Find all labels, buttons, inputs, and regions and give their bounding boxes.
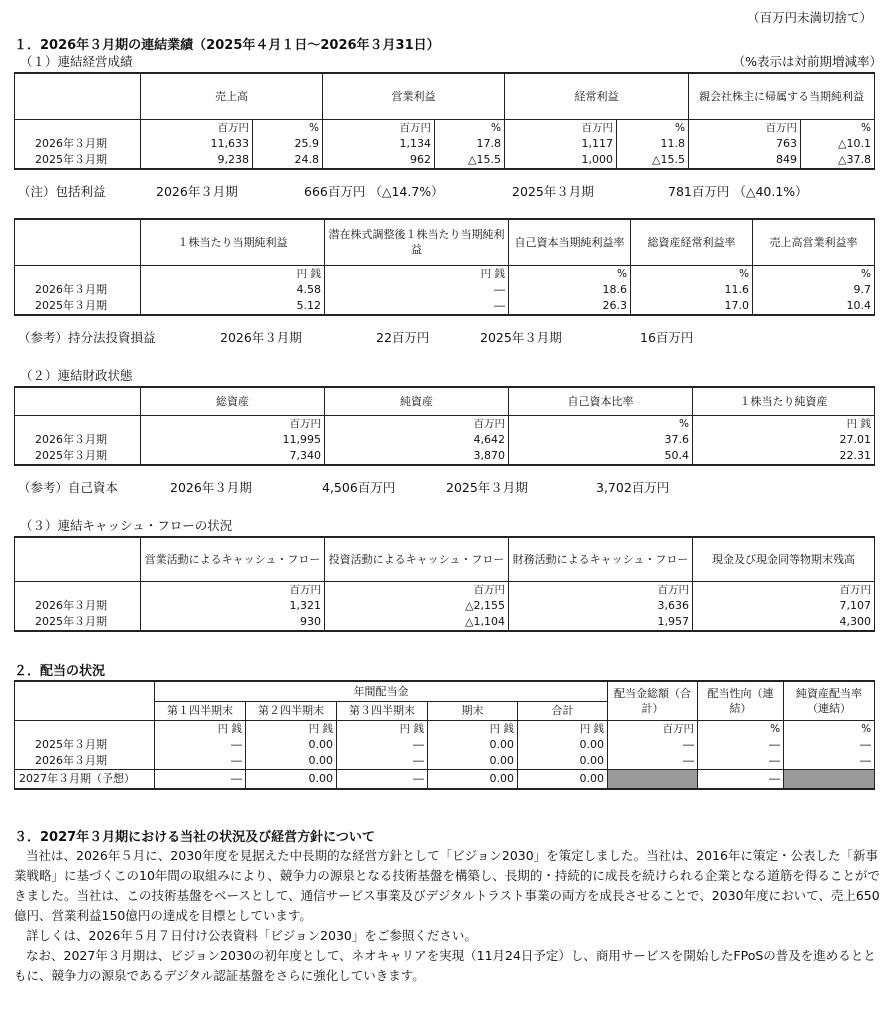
- table-row: [15, 614, 875, 631]
- cell: 849: [689, 152, 801, 169]
- header-blank: [15, 681, 155, 720]
- row-label: 2027年３月期（予想）: [15, 769, 155, 789]
- cell: ―: [698, 753, 784, 770]
- cell: 930: [141, 614, 325, 631]
- table-row: [15, 769, 875, 789]
- row-label: 2026年３月期: [15, 136, 141, 152]
- cell: 1,117: [505, 136, 617, 152]
- header-equity-ratio: 自己資本比率: [509, 387, 693, 415]
- cell: 1,134: [323, 136, 435, 152]
- cell: ―: [784, 737, 875, 753]
- header-blank: [15, 387, 141, 415]
- note-value: 3,702百万円: [596, 480, 670, 495]
- section2-title: ２．配当の状況: [14, 664, 106, 679]
- unit-cell: %: [698, 720, 784, 737]
- row-label: 2026年３月期: [15, 753, 155, 770]
- cell: 11.8: [617, 136, 689, 152]
- unit-cell: 円 銭: [428, 720, 518, 737]
- unit-cell: 百万円: [509, 581, 693, 598]
- header-operating-cf: 営業活動によるキャッシュ・フロー: [141, 537, 325, 581]
- note-value: 781百万円 （△40.1%）: [668, 184, 808, 199]
- cell: 11,995: [141, 432, 325, 448]
- header-total: 合計: [518, 701, 608, 720]
- cell: 7,107: [693, 598, 875, 614]
- note-period: 2026年３月期: [220, 330, 302, 345]
- cell: 0.00: [428, 769, 518, 789]
- unit-cell: %: [509, 265, 631, 282]
- note-label: （参考）持分法投資損益: [18, 330, 156, 345]
- cell: ―: [155, 737, 246, 753]
- unit-cell: 円 銭: [518, 720, 608, 737]
- cell: 18.6: [509, 282, 631, 298]
- shaded-cell: [608, 769, 698, 789]
- cell: ―: [784, 753, 875, 770]
- cell: 17.0: [631, 298, 753, 315]
- policy-paragraph: なお、2027年３月期は、ビジョン2030の初年度として、ネオキャリアを実現（11月24日予定）し、商用サービスを開始したFPoSの普及を進めるとともに、競争力の源泉であるデジタル認証基盤をさらに強化していきます。: [14, 948, 876, 983]
- header-roe: 自己資本当期純利益率: [509, 219, 631, 265]
- cell: 0.00: [518, 753, 608, 770]
- cell: 25.9: [253, 136, 323, 152]
- header-q2: 第２四半期末: [246, 701, 337, 720]
- unit-cell: 百万円: [693, 581, 875, 598]
- cell: △15.5: [617, 152, 689, 169]
- cell: ―: [325, 298, 509, 315]
- header-ordinary-income: 経常利益: [505, 73, 689, 119]
- unit-note: （百万円未満切捨て）: [746, 10, 872, 25]
- unit-cell: 百万円: [141, 119, 253, 136]
- cell: ―: [325, 282, 509, 298]
- cell: △37.8: [801, 152, 875, 169]
- cell: 3,870: [325, 448, 509, 465]
- unit-blank: [15, 581, 141, 598]
- header-eps: １株当たり当期純利益: [141, 219, 325, 265]
- header-operating-income: 営業利益: [323, 73, 505, 119]
- cell: △10.1: [801, 136, 875, 152]
- header-total-dividend: 配当金総額（合計）: [608, 681, 698, 720]
- financial-position-table: [14, 386, 875, 466]
- cell: 763: [689, 136, 801, 152]
- cell: ―: [698, 769, 784, 789]
- header-net-income: 親会社株主に帰属する当期純利益: [689, 73, 875, 119]
- cell: 3,636: [509, 598, 693, 614]
- unit-cell: 百万円: [323, 119, 435, 136]
- header-blank: [15, 219, 141, 265]
- header-blank: [15, 537, 141, 581]
- unit-cell: 円 銭: [155, 720, 246, 737]
- unit-cell: %: [784, 720, 875, 737]
- note-period: 2025年３月期: [446, 480, 528, 495]
- note-value: 666百万円 （△14.7%）: [304, 184, 444, 199]
- section1-title: １．2026年３月期の連結業績（2025年４月１日～2026年３月31日）: [14, 38, 440, 53]
- unit-cell: %: [435, 119, 505, 136]
- header-annual-dividend: 年間配当金: [155, 681, 608, 701]
- unit-cell: 百万円: [689, 119, 801, 136]
- unit-blank: [15, 265, 141, 282]
- row-label: 2026年３月期: [15, 282, 141, 298]
- unit-cell: %: [631, 265, 753, 282]
- row-label: 2026年３月期: [15, 432, 141, 448]
- financial-position-subtitle: （２）連結財政状態: [20, 368, 133, 383]
- cell: 7,340: [141, 448, 325, 465]
- header-q3: 第３四半期末: [337, 701, 428, 720]
- cell: 0.00: [246, 769, 337, 789]
- unit-blank: [15, 119, 141, 136]
- note-value: 16百万円: [640, 330, 694, 345]
- policy-paragraph: 詳しくは、2026年５月７日付け公表資料「ビジョン2030」をご参照ください。: [26, 928, 477, 943]
- header-financing-cf: 財務活動によるキャッシュ・フロー: [509, 537, 693, 581]
- unit-cell: 円 銭: [693, 415, 875, 432]
- cell: 0.00: [428, 753, 518, 770]
- unit-cell: %: [253, 119, 323, 136]
- section3-title: ３．2027年３月期における当社の状況及び経営方針について: [14, 830, 375, 845]
- dividend-table: [14, 680, 875, 790]
- header-roa: 総資産経常利益率: [631, 219, 753, 265]
- header-payout-ratio: 配当性向（連結）: [698, 681, 784, 720]
- note-period: 2026年３月期: [170, 480, 252, 495]
- cash-flow-subtitle: （３）連結キャッシュ・フローの状況: [20, 518, 233, 533]
- cell: 26.3: [509, 298, 631, 315]
- row-label: 2025年３月期: [15, 298, 141, 315]
- cell: △15.5: [435, 152, 505, 169]
- cell: 50.4: [509, 448, 693, 465]
- note-label: （注）包括利益: [18, 184, 106, 199]
- table-row: [15, 737, 875, 753]
- cell: ―: [608, 753, 698, 770]
- cell: 9,238: [141, 152, 253, 169]
- cell: 22.31: [693, 448, 875, 465]
- table-row: [15, 282, 875, 298]
- header-net-assets: 純資産: [325, 387, 509, 415]
- header-q1: 第１四半期末: [155, 701, 246, 720]
- header-blank: [15, 73, 141, 119]
- cell: 10.4: [753, 298, 875, 315]
- unit-cell: 円 銭: [246, 720, 337, 737]
- table-row: [15, 448, 875, 465]
- policy-paragraph: 当社は、2026年５月に、2030年度を見据えた中長期的な経営方針として「ビジョン2030」を策定しました。当社は、2016年に策定・公表した「新事業戦略」に基づくこの10年間の取組みにより、競争力の源泉となる技術基盤を構築し、長期的・持続的に成長を続けられる企業となる道筋を得ることができました。当社は、この技術基盤をベースとして、通信サービス事業及びデジタルトラスト事業の両方を成長させることで、2030年度において、売上650億円、営業利益150億円の達成を目標としています。: [14, 848, 880, 923]
- note-value: 4,506百万円: [322, 480, 396, 495]
- unit-cell: 百万円: [141, 581, 325, 598]
- unit-cell: 円 銭: [141, 265, 325, 282]
- cell: 0.00: [428, 737, 518, 753]
- cell: 24.8: [253, 152, 323, 169]
- table-row: [15, 753, 875, 770]
- table-row: [15, 598, 875, 614]
- unit-blank: [15, 720, 155, 737]
- unit-cell: 百万円: [141, 415, 325, 432]
- cell: 0.00: [246, 753, 337, 770]
- header-cash-balance: 現金及び現金同等物期末残高: [693, 537, 875, 581]
- unit-cell: 円 銭: [337, 720, 428, 737]
- cell: 0.00: [518, 737, 608, 753]
- cell: 1,000: [505, 152, 617, 169]
- header-operating-margin: 売上高営業利益率: [753, 219, 875, 265]
- policy-text: [14, 846, 882, 986]
- cell: △2,155: [325, 598, 509, 614]
- unit-cell: %: [509, 415, 693, 432]
- note-period: 2025年３月期: [480, 330, 562, 345]
- row-label: 2026年３月期: [15, 598, 141, 614]
- unit-cell: %: [617, 119, 689, 136]
- cell: 9.7: [753, 282, 875, 298]
- header-total-assets: 総資産: [141, 387, 325, 415]
- pct-note: （%表示は対前期増減率）: [732, 54, 882, 69]
- cell: ―: [155, 769, 246, 789]
- operating-results-table: [14, 72, 875, 170]
- unit-cell: 百万円: [505, 119, 617, 136]
- unit-cell: %: [801, 119, 875, 136]
- cell: 1,957: [509, 614, 693, 631]
- cell: 1,321: [141, 598, 325, 614]
- cell: 4,300: [693, 614, 875, 631]
- unit-blank: [15, 415, 141, 432]
- cell: 11,633: [141, 136, 253, 152]
- table-row: [15, 432, 875, 448]
- table-row: [15, 298, 875, 315]
- cell: 962: [323, 152, 435, 169]
- cell: △1,104: [325, 614, 509, 631]
- unit-cell: 百万円: [608, 720, 698, 737]
- row-label: 2025年３月期: [15, 448, 141, 465]
- note-period: 2025年３月期: [512, 184, 594, 199]
- cell: 0.00: [518, 769, 608, 789]
- unit-cell: 百万円: [325, 415, 509, 432]
- note-value: 22百万円: [376, 330, 430, 345]
- cell: ―: [155, 753, 246, 770]
- cell: 5.12: [141, 298, 325, 315]
- cell: ―: [337, 753, 428, 770]
- cell: 27.01: [693, 432, 875, 448]
- note-period: 2026年３月期: [156, 184, 238, 199]
- cell: ―: [698, 737, 784, 753]
- table-row: [15, 152, 875, 169]
- row-label: 2025年３月期: [15, 614, 141, 631]
- cell: ―: [337, 737, 428, 753]
- cell: 0.00: [246, 737, 337, 753]
- cell: 4,642: [325, 432, 509, 448]
- cell: 37.6: [509, 432, 693, 448]
- header-investing-cf: 投資活動によるキャッシュ・フロー: [325, 537, 509, 581]
- header-bps: １株当たり純資産: [693, 387, 875, 415]
- header-doe: 純資産配当率（連結）: [784, 681, 875, 720]
- header-year-end: 期末: [428, 701, 518, 720]
- header-diluted-eps: 潜在株式調整後１株当たり当期純利益: [325, 219, 509, 265]
- cell: 11.6: [631, 282, 753, 298]
- row-label: 2025年３月期: [15, 737, 155, 753]
- cash-flow-table: [14, 536, 875, 632]
- unit-cell: 百万円: [325, 581, 509, 598]
- unit-cell: 円 銭: [325, 265, 509, 282]
- cell: 17.8: [435, 136, 505, 152]
- shaded-cell: [784, 769, 875, 789]
- row-label: 2025年３月期: [15, 152, 141, 169]
- note-label: （参考）自己資本: [18, 480, 119, 495]
- cell: 4.58: [141, 282, 325, 298]
- table-row: [15, 136, 875, 152]
- header-sales: 売上高: [141, 73, 323, 119]
- cell: ―: [337, 769, 428, 789]
- results-subtitle: （１）連結経営成績: [20, 54, 133, 69]
- per-share-table: [14, 218, 875, 316]
- unit-cell: %: [753, 265, 875, 282]
- cell: ―: [608, 737, 698, 753]
